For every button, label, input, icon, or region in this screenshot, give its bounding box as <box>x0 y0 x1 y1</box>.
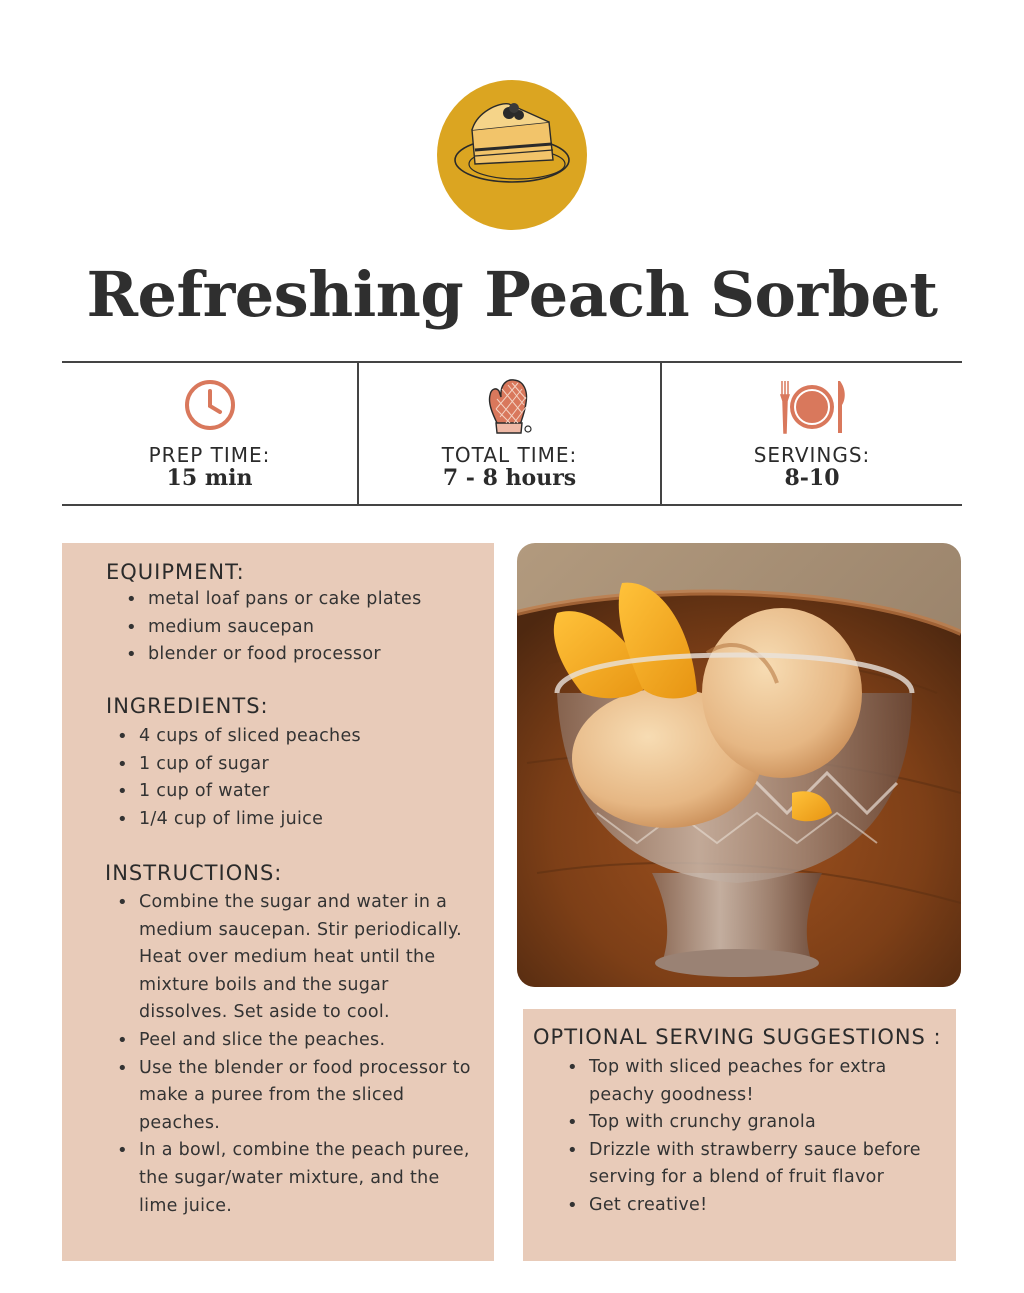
list-item: • Combine the sugar and water in a medium saucepan. Stir periodically. Heat over medium heat until the mixture boils and the sugar dissolves. Set aside to cool. <box>139 889 479 1027</box>
total-time-value: 7 - 8 hours <box>442 465 577 491</box>
list-item: • Peel and slice the peaches. <box>139 1027 479 1055</box>
list-item: • 4 cups of sliced peaches <box>139 723 479 751</box>
list-item: • metal loaf pans or cake plates <box>148 586 478 614</box>
servings-label: SERVINGS: <box>753 443 871 467</box>
list-item: • 1 cup of sugar <box>139 751 479 779</box>
list-item: • Get creative! <box>589 1192 934 1220</box>
recipe-details-panel <box>62 543 494 1261</box>
instructions-heading: INSTRUCTIONS: <box>105 861 283 885</box>
recipe-info-bar <box>62 361 962 506</box>
instructions-list <box>139 889 479 1220</box>
cake-slice-icon <box>437 80 587 230</box>
list-item: • Use the blender or food processor to make a puree from the sliced peaches. <box>139 1055 479 1138</box>
total-time-label: TOTAL TIME: <box>441 443 578 467</box>
prep-time-value: 15 min <box>166 465 253 491</box>
suggestions-list <box>589 1054 934 1220</box>
list-item: • 1 cup of water <box>139 778 479 806</box>
peach-sorbet-photo <box>517 543 961 987</box>
cake-slice-logo <box>437 80 587 230</box>
serving-suggestions-panel <box>523 1009 956 1261</box>
list-item: • Drizzle with strawberry sauce before serving for a blend of fruit flavor <box>589 1137 934 1192</box>
suggestions-heading: OPTIONAL SERVING SUGGESTIONS : <box>533 1025 942 1049</box>
list-item: • In a bowl, combine the peach puree, the sugar/water mixture, and the lime juice. <box>139 1137 479 1220</box>
equipment-heading: EQUIPMENT: <box>106 560 245 584</box>
list-item: • Top with crunchy granola <box>589 1109 934 1137</box>
servings-cell <box>662 363 962 504</box>
list-item: • medium saucepan <box>148 614 478 642</box>
prep-time-label: PREP TIME: <box>148 443 271 467</box>
ingredients-heading: INGREDIENTS: <box>106 694 269 718</box>
list-item: • Top with sliced peaches for extra peachy goodness! <box>589 1054 934 1109</box>
plate-utensils-icon <box>776 377 848 437</box>
total-time-cell <box>359 363 662 504</box>
list-item: • 1/4 cup of lime juice <box>139 806 479 834</box>
clock-icon <box>182 377 238 433</box>
equipment-list <box>148 586 478 669</box>
list-item: • blender or food processor <box>148 641 478 669</box>
servings-value: 8-10 <box>784 465 840 491</box>
ingredients-list <box>139 723 479 833</box>
oven-mitt-icon <box>482 377 538 437</box>
prep-time-cell <box>62 363 359 504</box>
recipe-title: Refreshing Peach Sorbet <box>86 258 938 331</box>
